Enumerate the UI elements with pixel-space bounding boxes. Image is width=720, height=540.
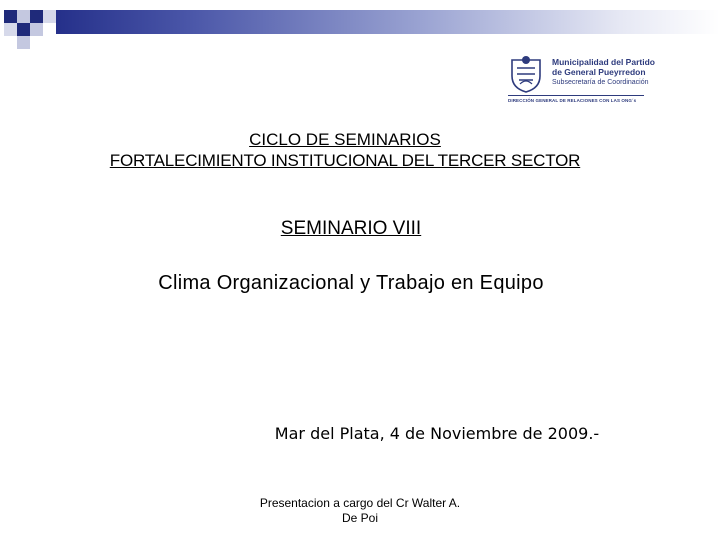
square-light <box>43 10 56 23</box>
square-light <box>17 10 30 23</box>
logo-subtitle: Subsecretaría de Coordinación <box>552 79 649 86</box>
logo-line-2: de General Pueyrredon <box>552 67 646 77</box>
presenter-line-1: Presentacion a cargo del Cr Walter A. <box>259 496 461 510</box>
logo-divider <box>508 95 644 96</box>
place-date: Mar del Plata, 4 de Noviembre de 2009.- <box>274 424 600 443</box>
square-dark <box>30 10 43 23</box>
square-dark <box>4 10 17 23</box>
municipality-logo <box>504 50 654 106</box>
seminar-subject: Clima Organizacional y Trabajo en Equipo <box>158 272 544 294</box>
logo-line-1: Municipalidad del Partido <box>552 57 655 67</box>
square-light <box>4 23 17 36</box>
presenter-line-2: De Poi <box>341 511 379 525</box>
seminar-title: SEMINARIO VIII <box>280 218 422 239</box>
logo-direction: DIRECCIÓN GENERAL DE RELACIONES CON LAS ONG´s <box>508 98 637 103</box>
cycle-heading: CICLO DE SEMINARIOS <box>249 130 441 149</box>
square-dark <box>17 23 30 36</box>
presenter <box>0 496 720 526</box>
square-dark <box>17 36 30 49</box>
program-heading: FORTALECIMIENTO INSTITUCIONAL DEL TERCER SECTOR <box>109 151 581 170</box>
municipal-shield-icon <box>508 54 544 94</box>
square-light <box>30 23 43 36</box>
logo-title <box>552 57 655 77</box>
decorative-squares <box>0 0 60 48</box>
title-bar-band <box>56 10 720 34</box>
